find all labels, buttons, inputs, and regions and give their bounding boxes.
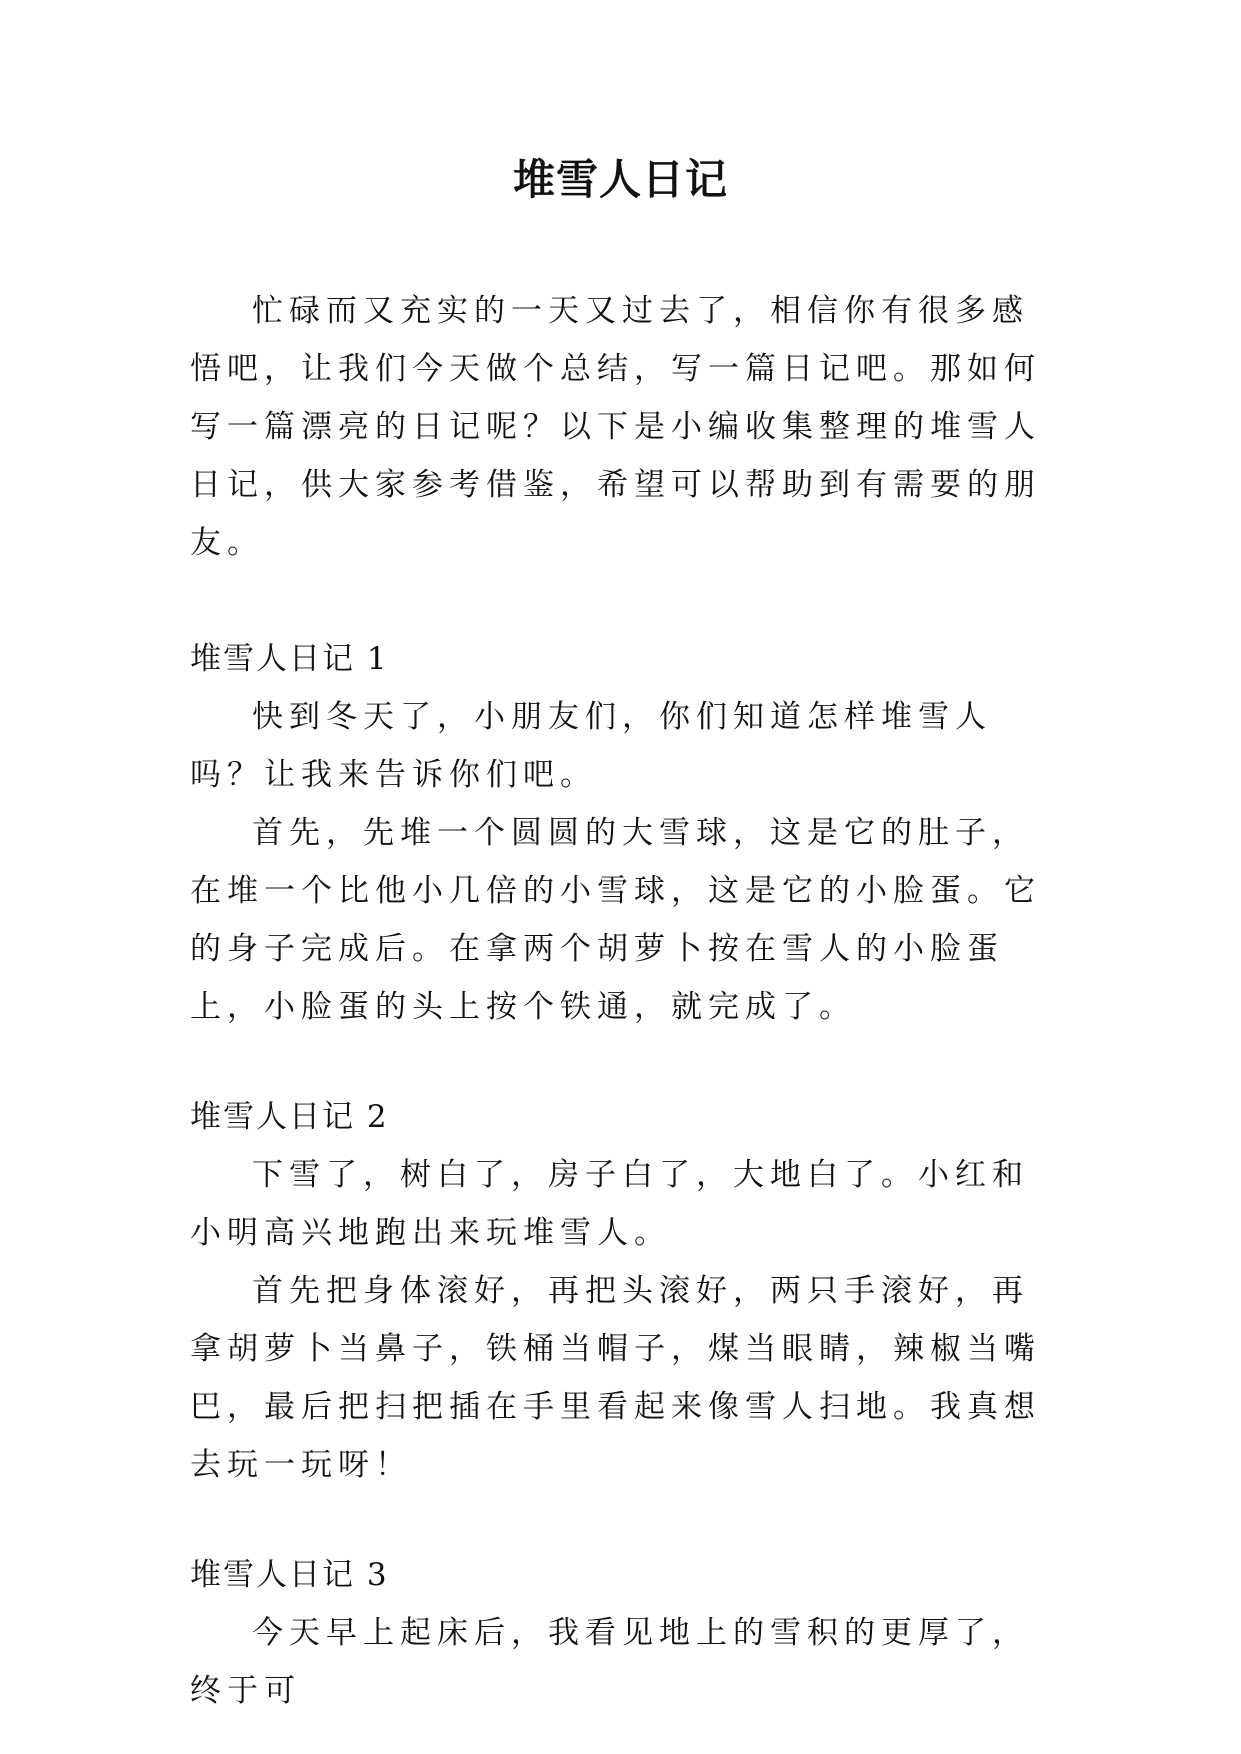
section-2 [190, 1088, 1058, 1494]
section-paragraph: 首先，先堆一个圆圆的大雪球，这是它的肚子，在堆一个比他小几倍的小雪球，这是它的小脸蛋。它的身子完成后。在拿两个胡萝卜按在雪人的小脸蛋上，小脸蛋的头上按个铁通，就完成了。 [190, 815, 1041, 1025]
section-heading: 堆雪人日记 1 [190, 641, 389, 677]
section-paragraph: 下雪了，树白了，房子白了，大地白了。小红和小明高兴地跑出来玩堆雪人。 [190, 1157, 1029, 1251]
section-1 [190, 630, 1058, 1036]
section-paragraph: 今天早上起床后，我看见地上的雪积的更厚了，终于可 [190, 1615, 1029, 1709]
section-paragraph: 快到冬天了，小朋友们，你们知道怎样堆雪人吗？让我来告诉你们吧。 [190, 699, 992, 793]
document-title: 堆雪人日记 [512, 155, 728, 204]
section-paragraph: 首先把身体滚好，再把头滚好，两只手滚好，再拿胡萝卜当鼻子，铁桶当帽子，煤当眼睛，辣椒当嘴巴，最后把扫把插在手里看起来像雪人扫地。我真想去玩一玩呀！ [190, 1273, 1041, 1483]
document-body [190, 282, 1058, 1720]
section-heading: 堆雪人日记 2 [190, 1099, 389, 1135]
intro-paragraph: 忙碌而又充实的一天又过去了，相信你有很多感悟吧，让我们今天做个总结，写一篇日记吧。那如何写一篇漂亮的日记呢？以下是小编收集整理的堆雪人日记，供大家参考借鉴，希望可以帮助到有需要的朋友。 [190, 293, 1041, 561]
section-3 [190, 1546, 1058, 1720]
section-heading: 堆雪人日记 3 [190, 1557, 389, 1593]
